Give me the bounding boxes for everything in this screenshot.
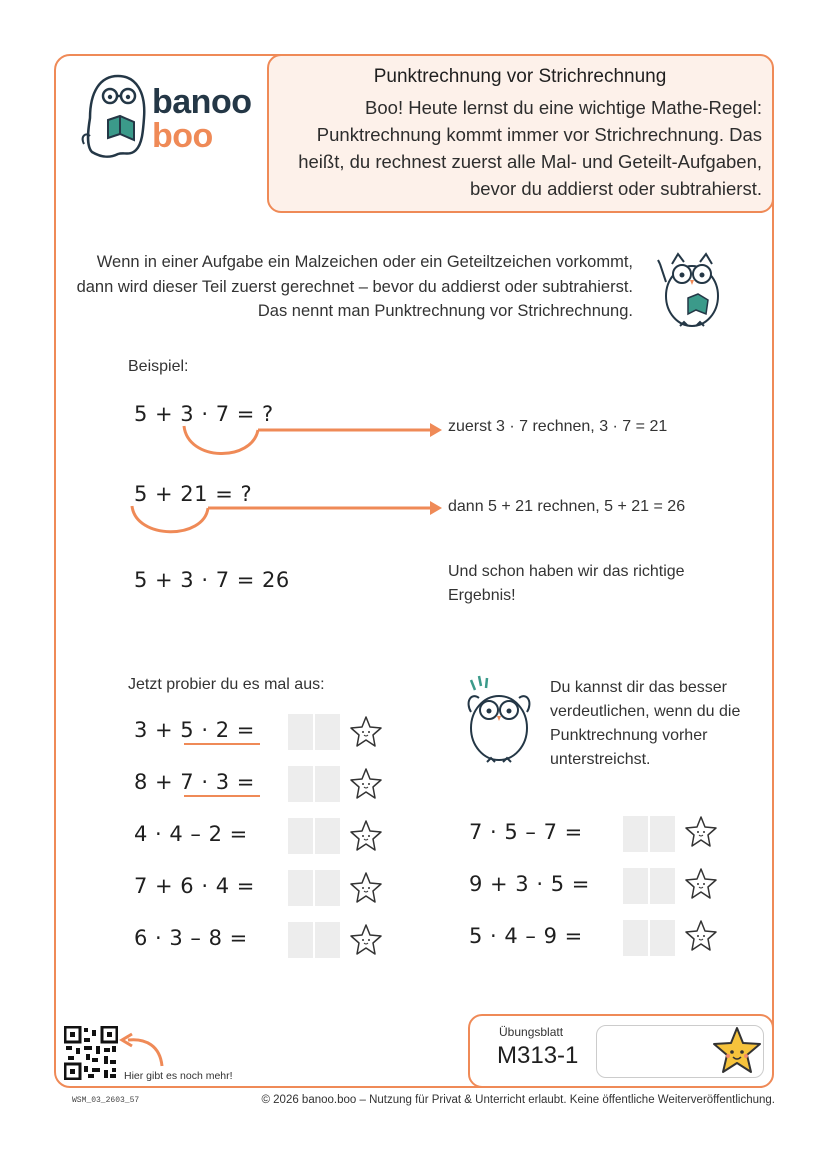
brand-name-line1: banoo	[152, 83, 252, 121]
page-title: Punktrechnung vor Strichrechnung	[373, 66, 667, 87]
worksheet-code: M313-1	[497, 1042, 579, 1069]
owl-thinking-icon	[457, 672, 543, 768]
document-code: WSM_03_2603_57	[72, 1096, 140, 1105]
star-icon	[711, 1026, 763, 1076]
answer-input[interactable]	[623, 868, 675, 904]
task-row	[134, 712, 394, 752]
task-expression: 4 · 4 – 2 =	[134, 822, 248, 846]
task-expression: 8 + 7 · 3 =	[134, 770, 255, 794]
example-step1-bracket-arrow-icon	[180, 422, 450, 460]
task-row	[469, 866, 729, 906]
ghost-logo-icon	[78, 66, 152, 162]
star-icon[interactable]	[348, 870, 384, 906]
practice-prompt: Jetzt probier du es mal aus:	[128, 676, 325, 693]
example-step2-expression: 5 + 21 = ?	[134, 482, 253, 506]
star-icon[interactable]	[683, 814, 719, 850]
task-expression: 7 · 5 – 7 =	[469, 820, 583, 844]
example-step1-note: zuerst 3 · 7 rechnen, 3 · 7 = 21	[448, 418, 668, 435]
task-row	[134, 868, 394, 908]
example-step2-bracket-arrow-icon	[128, 500, 448, 538]
example-step1-expression: 5 + 3 · 7 = ?	[134, 402, 274, 426]
star-icon[interactable]	[348, 714, 384, 750]
task-row	[134, 920, 394, 960]
example-label: Beispiel:	[128, 358, 189, 375]
qr-caption: Hier gibt es noch mehr!	[124, 1070, 233, 1082]
answer-input[interactable]	[288, 766, 340, 802]
answer-input[interactable]	[288, 922, 340, 958]
star-icon[interactable]	[348, 922, 384, 958]
task-row	[469, 814, 729, 854]
underline-mark	[184, 742, 260, 746]
answer-input[interactable]	[623, 816, 675, 852]
star-icon[interactable]	[683, 866, 719, 902]
underline-mark	[184, 794, 260, 798]
task-expression: 9 + 3 · 5 =	[469, 872, 590, 896]
task-expression: 5 · 4 – 9 =	[469, 924, 583, 948]
task-row	[134, 816, 394, 856]
owl-reading-icon	[648, 242, 734, 332]
copyright-text: © 2026 banoo.boo – Nutzung für Privat & Unterricht erlaubt. Keine öffentliche Weiterveröffentlichung.	[261, 1094, 775, 1106]
task-expression: 7 + 6 · 4 =	[134, 874, 255, 898]
example-result-note: Und schon haben wir das richtige Ergebnis!	[448, 563, 685, 604]
task-row	[469, 918, 729, 958]
star-icon[interactable]	[348, 766, 384, 802]
answer-input[interactable]	[288, 870, 340, 906]
star-icon[interactable]	[348, 818, 384, 854]
explanation-text: Wenn in einer Aufgabe ein Malzeichen oder ein Geteiltzeichen vorkommt, dann wird dieser Teil zuerst gerechnet – bevor du addierst oder subtrahierst. Das nennt man Punktrechnung vor Strichrechnung.	[76, 253, 633, 320]
task-expression: 3 + 5 · 2 =	[134, 718, 255, 742]
answer-input[interactable]	[623, 920, 675, 956]
task-row	[134, 764, 394, 804]
worksheet-label: Übungsblatt	[499, 1025, 564, 1039]
answer-input[interactable]	[288, 818, 340, 854]
brand-name-line2: boo	[152, 117, 213, 155]
qr-code-icon[interactable]	[64, 1026, 118, 1080]
answer-input[interactable]	[288, 714, 340, 750]
star-icon[interactable]	[683, 918, 719, 954]
task-expression: 6 · 3 – 8 =	[134, 926, 248, 950]
example-step2-note: dann 5 + 21 rechnen, 5 + 21 = 26	[448, 498, 686, 515]
intro-text: Boo! Heute lernst du eine wichtige Mathe-Regel: Punktrechnung kommt immer vor Strichrechnung. Das heißt, du rechnest zuerst alle Mal- und Geteilt-Aufgaben, bevor du addierst oder subtrahierst.	[298, 97, 762, 199]
example-result-expression: 5 + 3 · 7 = 26	[134, 568, 290, 592]
curved-arrow-icon	[118, 1030, 170, 1070]
practice-tip: Du kannst dir das besser verdeutlichen, wenn du die Punktrechnung vorher unterstreichst.	[550, 679, 741, 768]
